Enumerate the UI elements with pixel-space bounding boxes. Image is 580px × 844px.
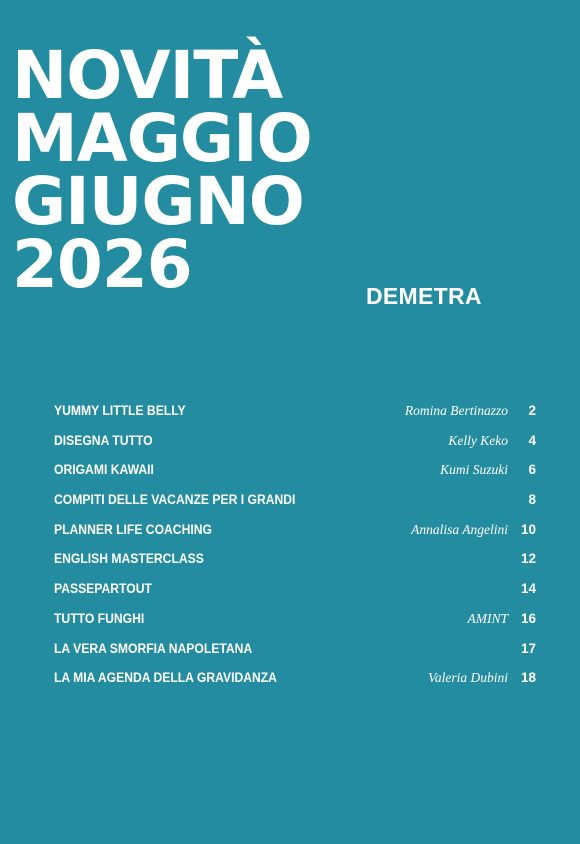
- toc-item-page: 6: [528, 462, 536, 478]
- toc-item-page: 16: [520, 610, 536, 626]
- toc-item-title: PASSEPARTOUT: [54, 581, 152, 597]
- toc-item[interactable]: [54, 455, 540, 485]
- toc-item[interactable]: [54, 544, 540, 574]
- toc-item-page: 10: [520, 521, 536, 537]
- cover-title: [12, 37, 312, 303]
- toc-item-author: Kumi Suzuki: [440, 462, 508, 478]
- toc-item-page: 17: [520, 640, 536, 656]
- toc-item-title: ORIGAMI KAWAII: [54, 462, 154, 478]
- toc-item-title: DISEGNA TUTTO: [54, 432, 153, 448]
- toc-item-page: 4: [528, 432, 536, 448]
- title-line-maggio: MAGGIO: [12, 100, 312, 177]
- toc-item-page: 8: [528, 492, 536, 508]
- toc-item-page: 14: [520, 581, 536, 597]
- toc-item-author: Kelly Keko: [448, 432, 508, 448]
- toc-item[interactable]: [54, 634, 540, 664]
- toc-item-title: PLANNER LIFE COACHING: [54, 521, 212, 537]
- toc-item-title: YUMMY LITTLE BELLY: [54, 403, 186, 418]
- toc-item-title: ENGLISH MASTERCLASS: [54, 551, 204, 567]
- toc-item-page: 2: [528, 403, 536, 418]
- toc-item-title: LA MIA AGENDA DELLA GRAVIDANZA: [54, 670, 277, 686]
- toc-item[interactable]: [54, 515, 540, 545]
- title-line-giugno: GIUGNO: [12, 163, 304, 240]
- toc-item-page: 18: [520, 670, 536, 686]
- toc-item[interactable]: [54, 574, 540, 604]
- toc-item[interactable]: [54, 604, 540, 634]
- toc-item[interactable]: [54, 485, 540, 515]
- table-of-contents: [54, 396, 540, 693]
- title-line-year: 2026: [12, 226, 192, 303]
- title-line-novita: NOVITÀ: [12, 37, 283, 114]
- toc-item-author: Romina Bertinazzo: [404, 403, 508, 418]
- toc-item-page: 12: [520, 551, 536, 567]
- toc-item[interactable]: [54, 663, 540, 693]
- publisher-name: DEMETRA: [366, 283, 482, 309]
- toc-item-title: TUTTO FUNGHI: [54, 610, 145, 626]
- toc-item-author: Valeria Dubini: [428, 670, 508, 686]
- toc-item-title: COMPITI DELLE VACANZE PER I GRANDI: [54, 492, 296, 508]
- toc-item-author: Annalisa Angelini: [411, 521, 508, 537]
- toc-item-title: LA VERA SMORFIA NAPOLETANA: [54, 640, 253, 656]
- toc-item-author: AMINT: [467, 610, 508, 626]
- toc-item[interactable]: [54, 396, 540, 426]
- toc-item[interactable]: [54, 426, 540, 456]
